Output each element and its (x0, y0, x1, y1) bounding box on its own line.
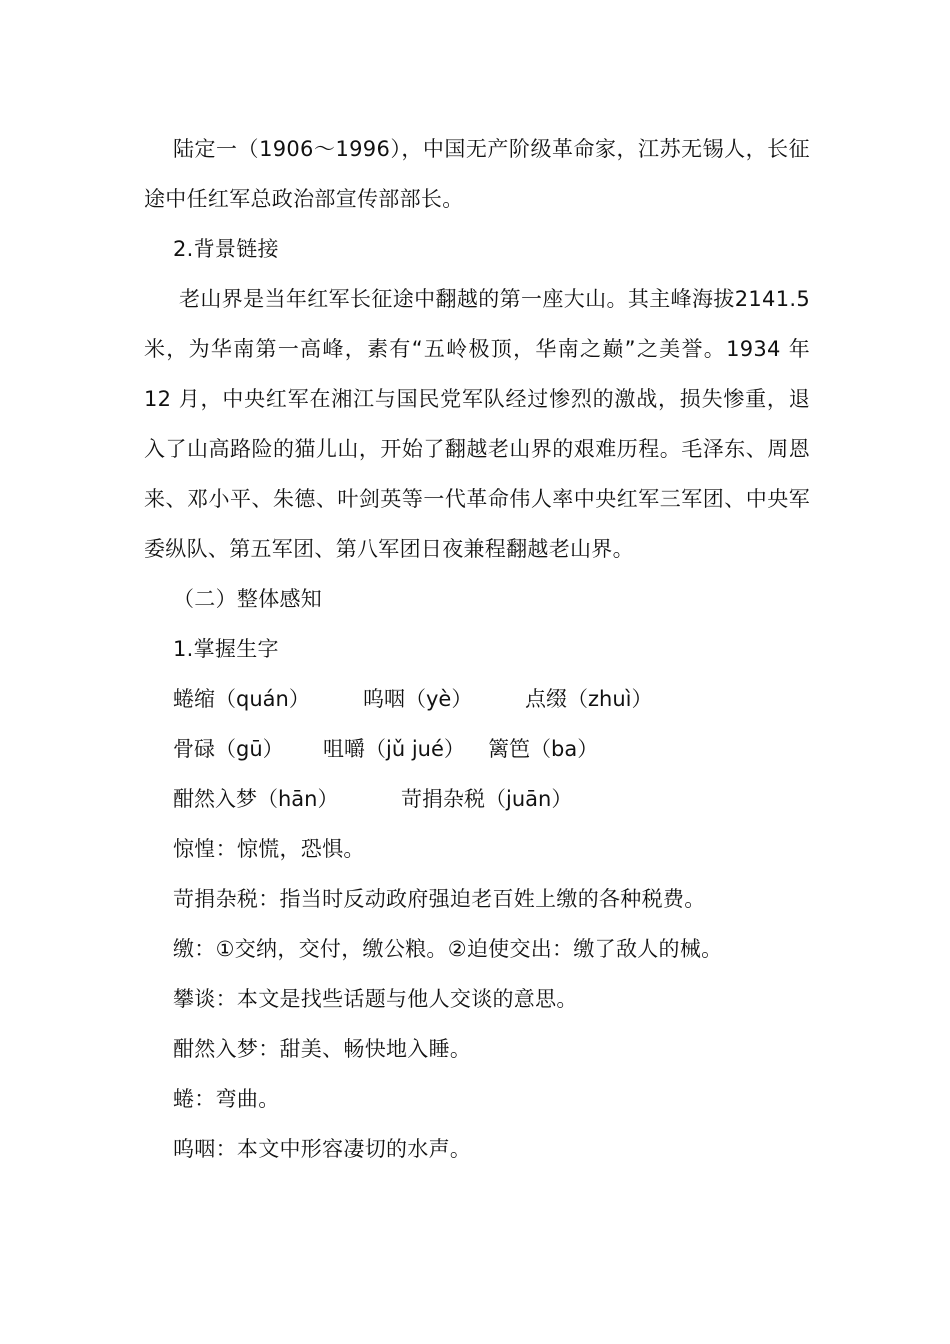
definition-line: 缴：①交纳，交付，缴公粮。②迫使交出：缴了敌人的械。 (173, 937, 723, 961)
definition-line: 蜷：弯曲。 (173, 1087, 280, 1111)
pinyin-item: 苛捐杂税（juān） (401, 787, 573, 811)
pinyin-item: 蜷缩（quán） (173, 687, 310, 711)
pinyin-item: 咀嚼（jǔ jué） (323, 737, 465, 761)
author-intro-paragraph: 陆定一（1906～1996），中国无产阶级革命家，江苏无锡人，长征途中任红军总政治部宣传部部长。 (144, 137, 810, 211)
pinyin-item: 点缀（zhuì） (525, 687, 653, 711)
background-paragraph: 老山界是当年红军长征途中翻越的第一座大山。其主峰海拔2141.5 米，为华南第一高峰，素有“五岭极顶，华南之巅”之美誉。1934 年 12 月，中央红军在湘江与国民党军队经过惨烈的激战，损失惨重，退入了山高路险的猫儿山，开始了翻越老山界的艰难历程。毛泽东、周恩来、邓小平、朱德、叶剑英等一代革命伟人率中央红军三军团、中央军委纵队、第五军团、第八军团日夜兼程翻越老山界。 (144, 287, 810, 561)
pinyin-row (173, 674, 810, 724)
pinyin-item: 酣然入梦（hān） (173, 787, 339, 811)
pinyin-item: 骨碌（gū） (173, 737, 284, 761)
definition-line: 酣然入梦：甜美、畅快地入睡。 (173, 1037, 472, 1061)
pinyin-row (173, 724, 810, 774)
vocab-heading: 1.掌握生字 (173, 637, 279, 661)
definition-line: 呜咽：本文中形容凄切的水声。 (173, 1137, 472, 1161)
pinyin-item: 篱笆（ba） (488, 737, 599, 761)
definition-line: 攀谈：本文是找些话题与他人交谈的意思。 (173, 987, 578, 1011)
pinyin-item: 呜咽（yè） (363, 687, 473, 711)
definition-line: 苛捐杂税：指当时反动政府强迫老百姓上缴的各种税费。 (173, 887, 706, 911)
document-body (144, 124, 810, 1174)
definition-line: 惊惶：惊慌，恐惧。 (173, 837, 365, 861)
pinyin-row (173, 774, 810, 824)
background-heading: 2.背景链接 (173, 237, 279, 261)
section-heading: （二）整体感知 (173, 587, 323, 611)
